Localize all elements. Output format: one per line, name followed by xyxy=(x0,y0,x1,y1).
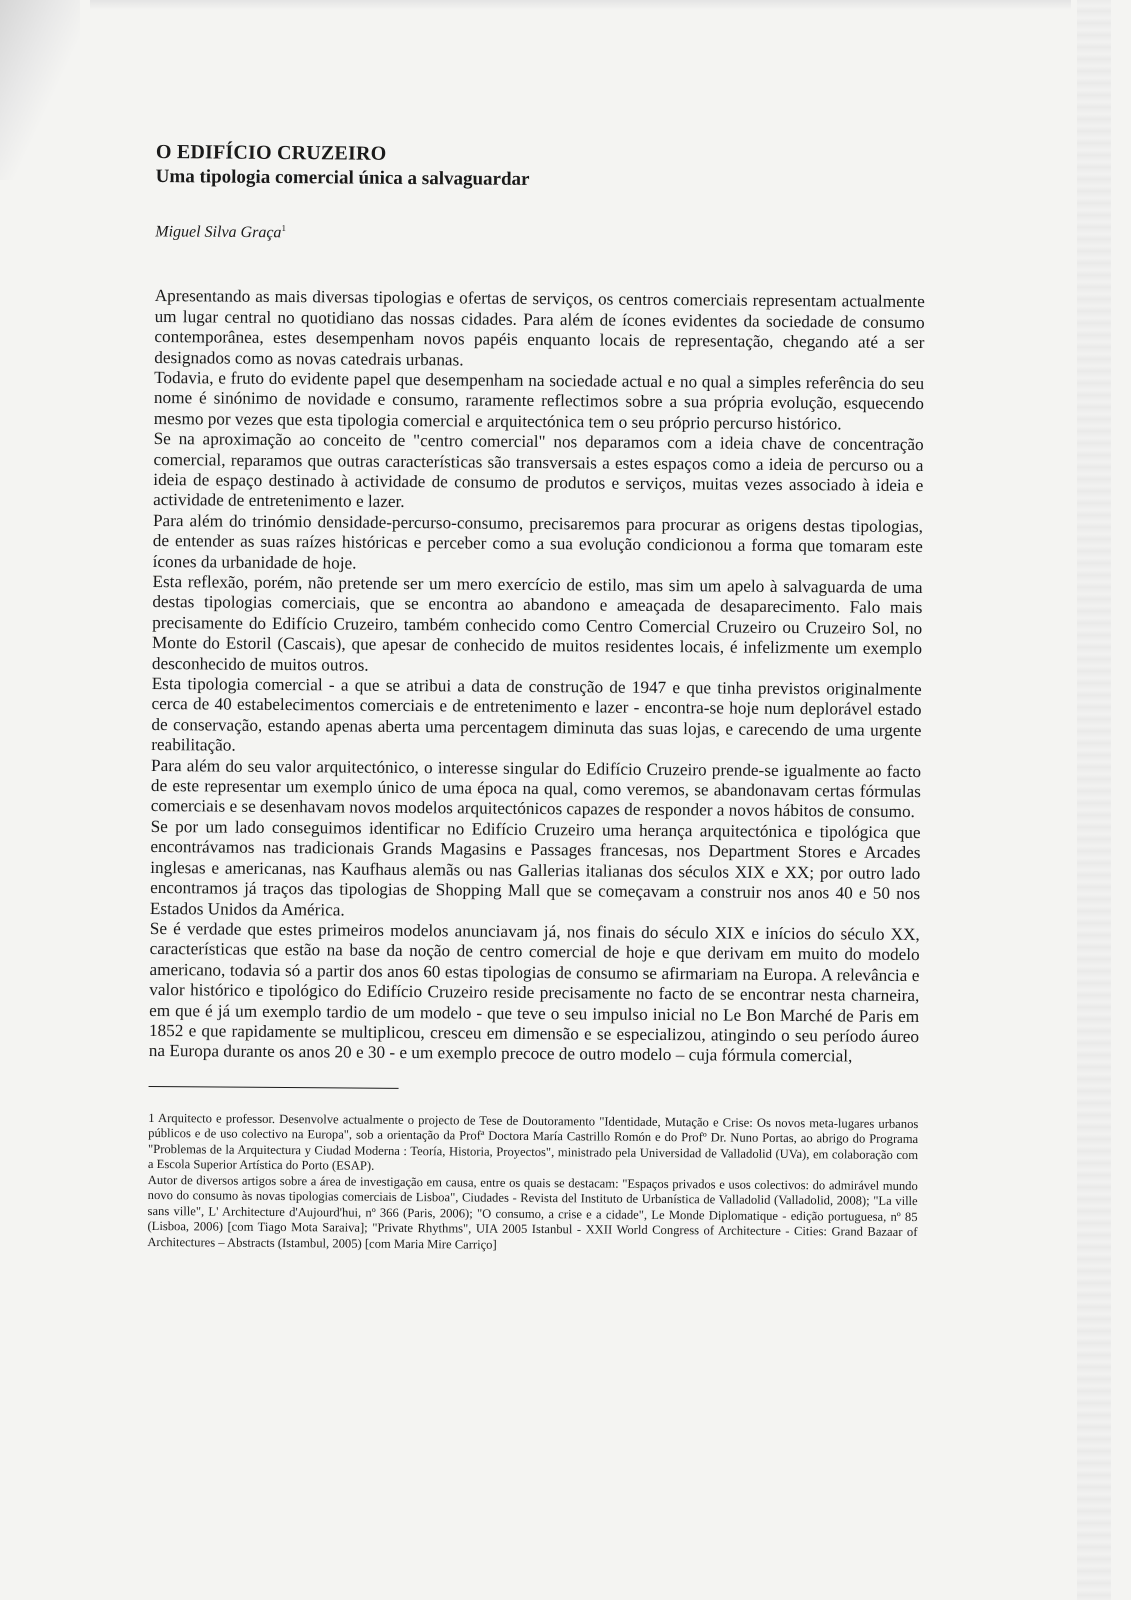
article-title: O EDIFÍCIO CRUZEIRO xyxy=(155,140,387,165)
paragraph: Se é verdade que estes primeiros modelos anunciavam já, nos finais do século XIX e inícios do século XX, características que estão na base da noção de centro comercial de hoje e que derivam em muito do modelo americano, todavia só a partir dos anos 60 estas tipologias de consumo se afirmariam na Europa. A relevância e valor histórico e tipológico do Edifício Cruzeiro reside precisamente no facto de se encontrar nesta charneira, em que é já um exemplo tardio de um modelo - que teve o seu impulso inicial no Le Bon Marché de Paris em 1852 e que rapidamente se multiplicou, cresceu em dimensão e se especializou, atingindo o seu período áureo na Europa durante os anos 20 e 30 - e um exemplo precoce de outro modelo – cuja fórmula comercial, xyxy=(148,918,920,1066)
paragraph: Todavia, e fruto do evidente papel que desempenham na sociedade actual e no qual a simples referência do seu nome é sinónimo de novidade e consumo, raramente reflectimos sobre a sua própria evolução, esquecendo mesmo por vezes que esta tipologia comercial e arquitectónica tem o seu próprio percurso histórico. xyxy=(153,367,925,434)
author-name: Miguel Silva Graça xyxy=(155,223,282,242)
paragraph: Para além do seu valor arquitectónico, o interesse singular do Edifício Cruzeiro prende-se igualmente ao facto de este representar um exemplo único de uma época na qual, como veremos, se abandonavam certas fórmulas comerciais e se desenhavam novos modelos arquitectónicos capazes de responder a novos hábitos de consumo. xyxy=(150,755,922,822)
footnote-marker: 1 xyxy=(281,222,287,234)
footnote: 1 Arquitecto e professor. Desenvolve actualmente o projecto de Tese de Doutoramento "Identidade, Mutação e Crise: Os novos meta-lugares urbanos públicos e de uso colectivo na Europa", sob a orientação da Profª Doctora María Castrillo Romón e do Profº Dr. Nuno Portas, ao abrigo do Programa "Problemas de la Arquitectura y Ciudad Moderna : Teoría, Historia, Proyectos", ministrado pela Universidad de Valladolid (UVa), em colaboração com a Escola Superior Artística do Porto (ESAP). xyxy=(147,1110,919,1174)
paragraph: Apresentando as mais diversas tipologias e ofertas de serviços, os centros comerciais representam actualmente um lugar central no quotidiano das nossas cidades. Para além de ícones evidentes da sociedade de consumo contemporânea, estes desempenham novos papéis enquanto locais de representação, chegando até a ser designados como as novas catedrais urbanas. xyxy=(154,286,925,369)
paragraph: Esta tipologia comercial - a que se atribui a data de construção de 1947 e que tinha previstos originalmente cerca de 40 estabelecimentos comerciais e de entretenimento e lazer - encontra-se hoje num deplorável estado de conservação, estando apenas aberta uma percentagem diminuta das suas lojas, e carecendo de uma urgente reabilitação. xyxy=(151,674,922,755)
paragraph: Para além do trinómio densidade-percurso-consumo, precisaremos para procurar as origens destas tipologias, de entender as suas raízes históricas e perceber como a sua evolução condicionou a forma que tomaram este ícones da urbanidade de hoje. xyxy=(152,510,924,573)
author-line xyxy=(155,217,925,248)
page-content xyxy=(147,140,926,1256)
footnote-divider xyxy=(149,1086,399,1089)
scan-shadow-right xyxy=(1077,0,1111,1600)
paragraph: Se por um lado conseguimos identificar no Edifício Cruzeiro uma herança arquitectónica e tipológica que encontrávamos nas tradicionais Grands Magasins e Passages francesas, nos Department Stores e Arcades inglesas e americanas, nas Kaufhaus alemãs ou nas Gallerias italianas dos séculos XIX e XX; por outro lado encontramos já traços das tipologias de Shopping Mall que se começavam a construir nos anos 40 e 50 nos Estados Unidos da América. xyxy=(149,816,921,920)
scan-shadow-top xyxy=(90,0,1071,10)
paragraph: Esta reflexão, porém, não pretende ser um mero exercício de estilo, mas sim um apelo à salvaguarda de uma destas tipologias comerciais, que se encontra ao abandono e ameaçada de desaparecimento. Falo mais precisamente do Edifício Cruzeiro, também conhecido como Centro Comercial Cruzeiro ou Cruzeiro Sol, no Monte do Estoril (Cascais), que apesar de conhecido de muitos residentes locais, é infelizmente um exemplo desconhecido de muitos outros. xyxy=(151,572,923,675)
paragraph: Se na aproximação ao conceito de "centro comercial" nos deparamos com a ideia chave de concentração comercial, reparamos que outras características são transversais a estes espaços como a ideia de percurso ou a ideia de espaço destinado à actividade de consumo de produtos e serviços, muitas vezes associado à ideia e actividade de entretenimento e lazer. xyxy=(153,429,924,512)
footnotes xyxy=(147,1111,918,1257)
article-subtitle: Uma tipologia comercial única a salvaguardar xyxy=(155,165,530,190)
article-body xyxy=(149,286,925,1067)
scan-shadow-corner xyxy=(0,0,80,180)
footnote: Autor de diversos artigos sobre a área de investigação em causa, entre os quais se destacam: "Espaços privados e usos colectivos: do admirável mundo novo do consumo às novas tipologias comerciais de Lisboa", Ciudades - Revista del Instituto de Urbanística de Valladolid (Valladolid, 2008); "La ville sans ville", L' Architecture d'Aujourd'hui, nº 366 (Paris, 2006); "O consumo, a crise e a cidade", Le Monde Diplomatique - edição portuguesa, nº 85 (Lisboa, 2006) [com Tiago Mota Saraiva]; "Private Rhythms", UIA 2005 Istanbul - XXII World Congress of Architecture - Cities: Grand Bazaar of Architectures – Abstracts (Istambul, 2005) [com Maria Mire Carriço] xyxy=(147,1172,918,1252)
